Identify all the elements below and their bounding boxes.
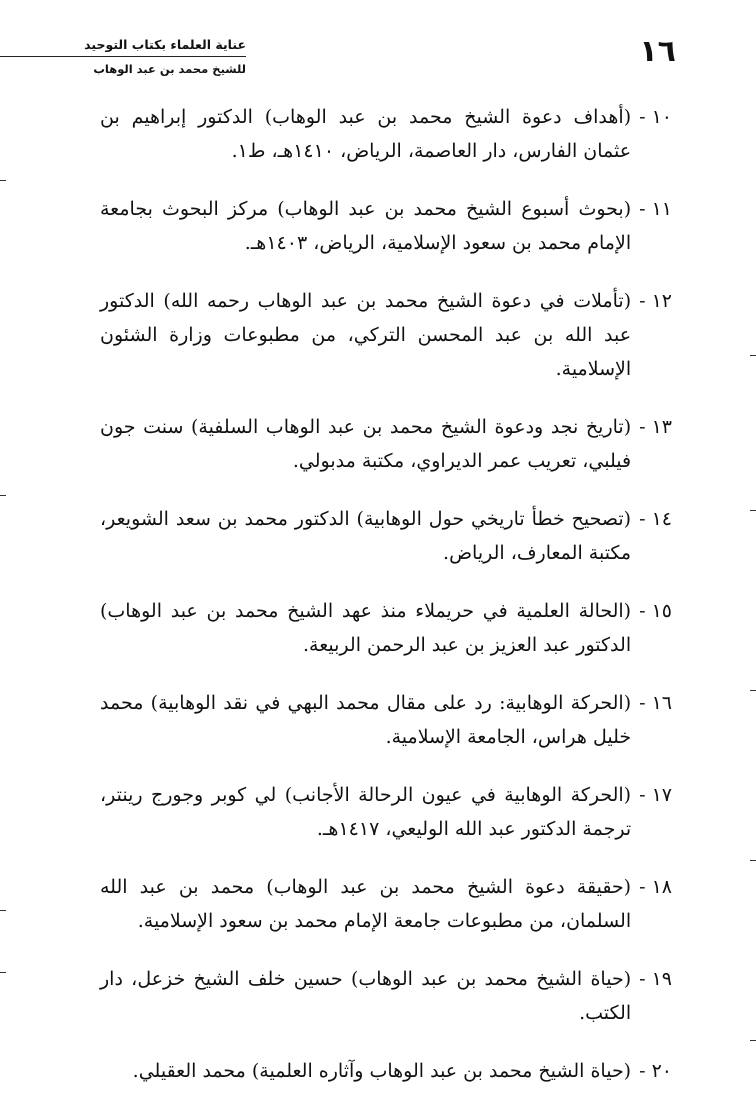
bibliography-entry [100, 410, 672, 478]
book-subtitle: للشيخ محمد بن عبد الوهاب [93, 62, 246, 76]
entry-number: ١٩ - [639, 968, 672, 990]
page-number: ١٦ [639, 34, 676, 69]
bibliography-entry [100, 502, 672, 570]
bibliography-entry [100, 778, 672, 846]
entry-number: ١١ - [639, 198, 672, 220]
margin-mark [750, 510, 756, 511]
bibliography-entry [100, 962, 672, 1030]
book-title: عناية العلماء بكتاب التوحيد [84, 37, 246, 52]
bibliography-entry [100, 1054, 672, 1088]
entry-text: (الحركة الوهابية: رد على مقال محمد البهي في نقد الوهابية) محمد خليل هراس، الجامعة الإسلامية. [100, 692, 632, 748]
entry-number: ٢٠ - [639, 1060, 672, 1082]
entry-text: (تاريخ نجد ودعوة الشيخ محمد بن عبد الوهاب السلفية) سنت جون فيلبي، تعريب عمر الديراوي، مكتبة مدبولي. [100, 416, 632, 472]
entry-number: ١٣ - [639, 416, 672, 438]
entry-text: (تصحيح خطأ تاريخي حول الوهابية) الدكتور محمد بن سعد الشويعر، مكتبة المعارف، الرياض. [100, 508, 632, 564]
entry-number: ١٨ - [639, 876, 672, 898]
bibliography-list [100, 100, 672, 1112]
entry-text: (بحوث أسبوع الشيخ محمد بن عبد الوهاب) مركز البحوث بجامعة الإمام محمد بن سعود الإسلامية، الرياض، ١٤٠٣هـ. [100, 198, 632, 254]
bibliography-entry [100, 594, 672, 662]
entry-text: (الحركة الوهابية في عيون الرحالة الأجانب) لي كوبر وجورج رينتر، ترجمة الدكتور عبد الله الوليعي، ١٤١٧هـ. [100, 784, 632, 840]
page-header [84, 34, 676, 80]
margin-mark [750, 1040, 756, 1041]
margin-mark [0, 910, 6, 911]
bibliography-entry [100, 870, 672, 938]
margin-mark [0, 495, 6, 496]
margin-mark [750, 860, 756, 861]
bibliography-entry [100, 686, 672, 754]
bibliography-entry [100, 100, 672, 168]
margin-mark [0, 180, 6, 181]
margin-mark [750, 690, 756, 691]
entry-number: ١٢ - [639, 290, 672, 312]
entry-number: ١٠ - [639, 106, 672, 128]
entry-number: ١٧ - [639, 784, 672, 806]
bibliography-entry [100, 192, 672, 260]
entry-text: (حياة الشيخ محمد بن عبد الوهاب وآثاره العلمية) محمد العقيلي. [132, 1060, 632, 1082]
margin-mark [0, 972, 6, 973]
running-header [84, 36, 246, 78]
entry-text: (حياة الشيخ محمد بن عبد الوهاب) حسين خلف الشيخ خزعل، دار الكتب. [100, 968, 632, 1024]
entry-text: (تأملات في دعوة الشيخ محمد بن عبد الوهاب رحمه الله) الدكتور عبد الله بن عبد المحسن التركي، من مطبوعات وزارة الشئون الإسلامية. [100, 290, 632, 380]
entry-text: (الحالة العلمية في حريملاء منذ عهد الشيخ محمد بن عبد الوهاب) الدكتور عبد العزيز بن عبد الرحمن الربيعة. [100, 600, 632, 656]
entry-text: (حقيقة دعوة الشيخ محمد بن عبد الوهاب) محمد بن عبد الله السلمان، من مطبوعات جامعة الإمام محمد بن سعود الإسلامية. [100, 876, 632, 932]
margin-mark [750, 355, 756, 356]
entry-number: ١٤ - [639, 508, 672, 530]
bibliography-entry [100, 284, 672, 386]
entry-number: ١٥ - [639, 600, 672, 622]
header-divider [0, 56, 246, 57]
entry-text: (أهداف دعوة الشيخ محمد بن عبد الوهاب) الدكتور إبراهيم بن عثمان الفارس، دار العاصمة، الرياض، ١٤١٠هـ، ط١. [100, 106, 632, 162]
entry-number: ١٦ - [639, 692, 672, 714]
